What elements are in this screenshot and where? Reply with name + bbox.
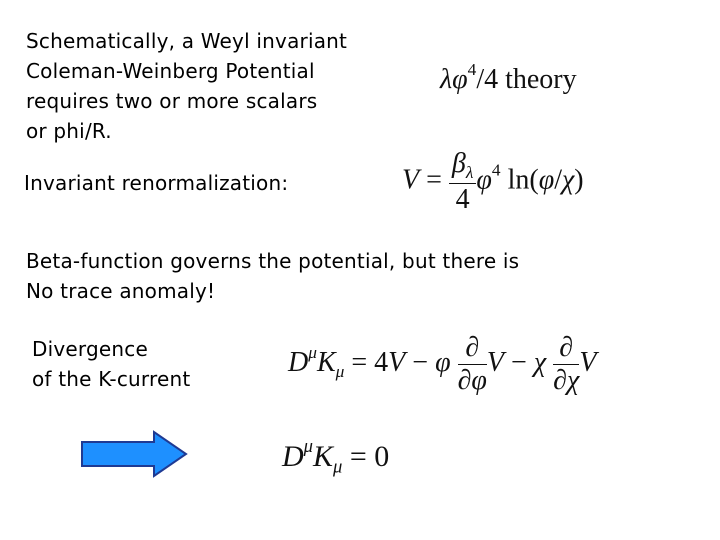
equation-divergence: $D^\mu K_\mu = 4V - \varphi$ $\frac{\partial}{\partial\varphi}$ V − χ $\frac{\partial}{\partial\chi}$ V [288, 332, 597, 396]
intro-line: or phi/R. [26, 119, 112, 143]
beta-line: No trace anomaly! [26, 279, 216, 303]
intro-line: requires two or more scalars [26, 89, 318, 113]
right-arrow-icon [80, 430, 190, 478]
renormalization-label: Invariant renormalization: [24, 171, 289, 195]
equation-potential: V = $\frac{\beta_\lambda}{4}$ $\varphi^4$ ln(φ/χ) [402, 148, 584, 216]
intro-line: Schematically, a Weyl invariant [26, 29, 348, 53]
beta-function-text [26, 246, 519, 306]
divergence-line: of the K-current [32, 367, 191, 391]
beta-line: Beta-function governs the potential, but there is [26, 249, 520, 273]
intro-text [26, 26, 347, 146]
divergence-line: Divergence [32, 337, 148, 361]
intro-line: Coleman-Weinberg Potential [26, 59, 315, 83]
divergence-label [32, 334, 190, 394]
equation-theory: $\lambda\varphi^4/4$ theory [440, 60, 577, 96]
equation-result: $D^\mu K_\mu = 0$ [282, 436, 390, 478]
